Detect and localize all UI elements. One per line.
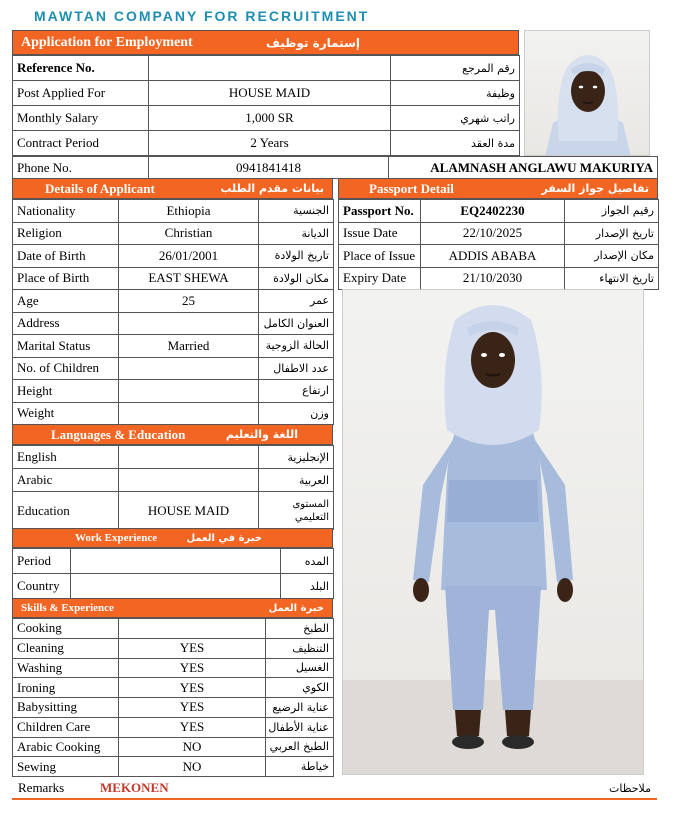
table-row xyxy=(13,757,334,777)
nationality-value: Ethiopia xyxy=(119,200,259,223)
applicant-photo-full xyxy=(342,289,644,775)
passport-no-label-ar: رقيم الجواز xyxy=(565,200,659,223)
babysitting-label: Babysitting xyxy=(13,698,119,718)
weight-label: Weight xyxy=(13,402,119,425)
period-label: Period xyxy=(13,549,71,574)
religion-value: Christian xyxy=(119,222,259,245)
table-row xyxy=(13,469,334,492)
place-of-issue-label: Place of Issue xyxy=(339,245,421,268)
education-label-ar: المستوى التعليمي xyxy=(259,492,334,530)
table-row xyxy=(13,200,334,223)
place-of-birth-value: EAST SHEWA xyxy=(119,267,259,290)
date-of-birth-value: 26/01/2001 xyxy=(119,245,259,268)
applicant-table xyxy=(12,199,334,425)
table-row xyxy=(13,717,334,737)
post-value: HOUSE MAID xyxy=(149,81,391,106)
table-row xyxy=(13,737,334,757)
full-name: ALAMNASH ANGLAWU MAKURIYA xyxy=(389,157,658,179)
issue-date-label-ar: تاريخ الإصدار xyxy=(565,222,659,245)
english-label-ar: الإنجليزية xyxy=(259,446,334,469)
sewing-label: Sewing xyxy=(13,757,119,777)
weight-value xyxy=(119,402,259,425)
application-title-ar: إستمارة توظيف xyxy=(265,35,360,50)
languages-title-ar: اللغة والتعليم xyxy=(225,428,298,441)
cooking-label-ar: الطبخ xyxy=(266,619,334,639)
skills-title: Skills & Experience xyxy=(21,602,114,614)
table-row xyxy=(13,56,520,81)
ironing-label: Ironing xyxy=(13,678,119,698)
languages-section xyxy=(12,424,333,530)
work-title: Work Experience xyxy=(75,532,158,544)
arabic-value xyxy=(119,469,259,492)
period-label-ar: المده xyxy=(281,549,334,574)
salary-label-ar: راتب شهري xyxy=(391,106,520,131)
work-title-ar: خبرة في العمل xyxy=(186,532,262,544)
company-name: MAWTAN COMPANY FOR RECRUITMENT xyxy=(34,8,370,24)
phone-row xyxy=(12,156,657,179)
remarks-row xyxy=(12,778,657,800)
marital-status-label-ar: الحالة الزوجية xyxy=(259,335,334,358)
table-row xyxy=(13,245,334,268)
table-row xyxy=(13,106,520,131)
arabic-cooking-value: NO xyxy=(119,737,266,757)
country-label-ar: البلد xyxy=(281,574,334,599)
age-label: Age xyxy=(13,290,119,313)
application-section xyxy=(12,30,519,156)
age-value: 25 xyxy=(119,290,259,313)
education-label: Education xyxy=(13,492,119,530)
skills-table xyxy=(12,618,334,777)
expiry-date-label-ar: تاريخ الانتهاء xyxy=(565,267,659,290)
place-of-issue-value: ADDIS ABABA xyxy=(421,245,565,268)
arabic-label: Arabic xyxy=(13,469,119,492)
passport-table xyxy=(338,199,659,290)
children-care-label: Children Care xyxy=(13,717,119,737)
table-row xyxy=(339,222,659,245)
marital-status-label: Marital Status xyxy=(13,335,119,358)
cleaning-value: YES xyxy=(119,638,266,658)
age-label-ar: عمر xyxy=(259,290,334,313)
phone-value: 0941841418 xyxy=(149,157,389,179)
babysitting-value: YES xyxy=(119,698,266,718)
table-row xyxy=(13,131,520,156)
arabic-label-ar: العربية xyxy=(259,469,334,492)
contract-label: Contract Period xyxy=(13,131,149,156)
applicant-title: Details of Applicant xyxy=(45,180,155,196)
nationality-label: Nationality xyxy=(13,200,119,223)
expiry-date-label: Expiry Date xyxy=(339,267,421,290)
skills-title-ar: خبرة العمل xyxy=(268,602,324,614)
address-label: Address xyxy=(13,312,119,335)
weight-label-ar: وزن xyxy=(259,402,334,425)
application-table xyxy=(12,55,520,156)
no-of-children-label-ar: عدد الاطفال xyxy=(259,357,334,380)
sewing-label-ar: خياطة xyxy=(266,757,334,777)
height-value xyxy=(119,380,259,403)
salary-label: Monthly Salary xyxy=(13,106,149,131)
education-value: HOUSE MAID xyxy=(119,492,259,530)
cleaning-label-ar: التنظيف xyxy=(266,638,334,658)
passport-header xyxy=(338,178,658,199)
table-row xyxy=(13,222,334,245)
cooking-value xyxy=(119,619,266,639)
nationality-label-ar: الجنسية xyxy=(259,200,334,223)
reference-label: Reference No. xyxy=(13,56,149,81)
ironing-value: YES xyxy=(119,678,266,698)
issue-date-label: Issue Date xyxy=(339,222,421,245)
height-label: Height xyxy=(13,380,119,403)
table-row xyxy=(13,619,334,639)
table-row xyxy=(13,446,334,469)
applicant-section xyxy=(12,178,333,425)
table-row xyxy=(13,267,334,290)
passport-no-label: Passport No. xyxy=(339,200,421,223)
religion-label: Religion xyxy=(13,222,119,245)
children-care-value: YES xyxy=(119,717,266,737)
place-of-birth-label: Place of Birth xyxy=(13,267,119,290)
table-row xyxy=(13,402,334,425)
place-of-birth-label-ar: مكان الولادة xyxy=(259,267,334,290)
passport-section xyxy=(338,178,658,290)
work-table xyxy=(12,548,334,599)
religion-label-ar: الديانة xyxy=(259,222,334,245)
sewing-value: NO xyxy=(119,757,266,777)
remarks-label-ar: ملاحظات xyxy=(609,781,651,795)
table-row xyxy=(13,357,334,380)
washing-value: YES xyxy=(119,658,266,678)
expiry-date-value: 21/10/2030 xyxy=(421,267,565,290)
table-row xyxy=(13,81,520,106)
table-row xyxy=(13,698,334,718)
passport-no-value: EQ2402230 xyxy=(421,200,565,223)
post-label-ar: وظيفة xyxy=(391,81,520,106)
table-row xyxy=(13,678,334,698)
table-row xyxy=(339,200,659,223)
children-care-label-ar: عناية الأطفال xyxy=(266,717,334,737)
arabic-cooking-label-ar: الطبخ العربي xyxy=(266,737,334,757)
no-of-children-value xyxy=(119,357,259,380)
salary-value: 1,000 SR xyxy=(149,106,391,131)
work-section xyxy=(12,528,333,599)
height-label-ar: ارتفاع xyxy=(259,380,334,403)
period-value xyxy=(71,549,281,574)
application-header xyxy=(12,30,519,55)
contract-value: 2 Years xyxy=(149,131,391,156)
cleaning-label: Cleaning xyxy=(13,638,119,658)
arabic-cooking-label: Arabic Cooking xyxy=(13,737,119,757)
table-row xyxy=(13,380,334,403)
reference-label-ar: رقم المرجع xyxy=(391,56,520,81)
table-row xyxy=(13,290,334,313)
country-value xyxy=(71,574,281,599)
languages-header xyxy=(12,424,333,445)
table-row xyxy=(13,492,334,530)
ironing-label-ar: الكوي xyxy=(266,678,334,698)
table-row xyxy=(13,574,334,599)
languages-title: Languages & Education xyxy=(51,426,186,442)
cooking-label: Cooking xyxy=(13,619,119,639)
washing-label-ar: الغسيل xyxy=(266,658,334,678)
languages-table xyxy=(12,445,334,530)
address-value xyxy=(119,312,259,335)
applicant-title-ar: بيانات مقدم الطلب xyxy=(220,182,324,195)
table-row xyxy=(13,312,334,335)
contract-label-ar: مدة العقد xyxy=(391,131,520,156)
place-of-issue-label-ar: مكان الإصدار xyxy=(565,245,659,268)
table-row xyxy=(339,245,659,268)
no-of-children-label: No. of Children xyxy=(13,357,119,380)
skills-header xyxy=(12,598,333,618)
table-row xyxy=(13,638,334,658)
applicant-header xyxy=(12,178,333,199)
english-label: English xyxy=(13,446,119,469)
date-of-birth-label-ar: تاريخ الولادة xyxy=(259,245,334,268)
date-of-birth-label: Date of Birth xyxy=(13,245,119,268)
english-value xyxy=(119,446,259,469)
passport-title-ar: تفاصيل جواز السفر xyxy=(541,182,649,195)
table-row xyxy=(13,335,334,358)
passport-title: Passport Detail xyxy=(369,180,454,196)
remarks-label: Remarks xyxy=(18,780,65,795)
work-header xyxy=(12,528,333,548)
washing-label: Washing xyxy=(13,658,119,678)
post-label: Post Applied For xyxy=(13,81,149,106)
issue-date-value: 22/10/2025 xyxy=(421,222,565,245)
address-label-ar: العنوان الكامل xyxy=(259,312,334,335)
remarks-value: MEKONEN xyxy=(100,780,169,795)
marital-status-value: Married xyxy=(119,335,259,358)
table-row xyxy=(13,549,334,574)
reference-value xyxy=(149,56,391,81)
table-row xyxy=(339,267,659,290)
country-label: Country xyxy=(13,574,71,599)
babysitting-label-ar: عناية الرضيع xyxy=(266,698,334,718)
applicant-photo-small xyxy=(524,30,650,156)
table-row xyxy=(13,658,334,678)
phone-label: Phone No. xyxy=(13,157,149,179)
application-title: Application for Employment xyxy=(21,34,193,50)
skills-section xyxy=(12,598,333,777)
